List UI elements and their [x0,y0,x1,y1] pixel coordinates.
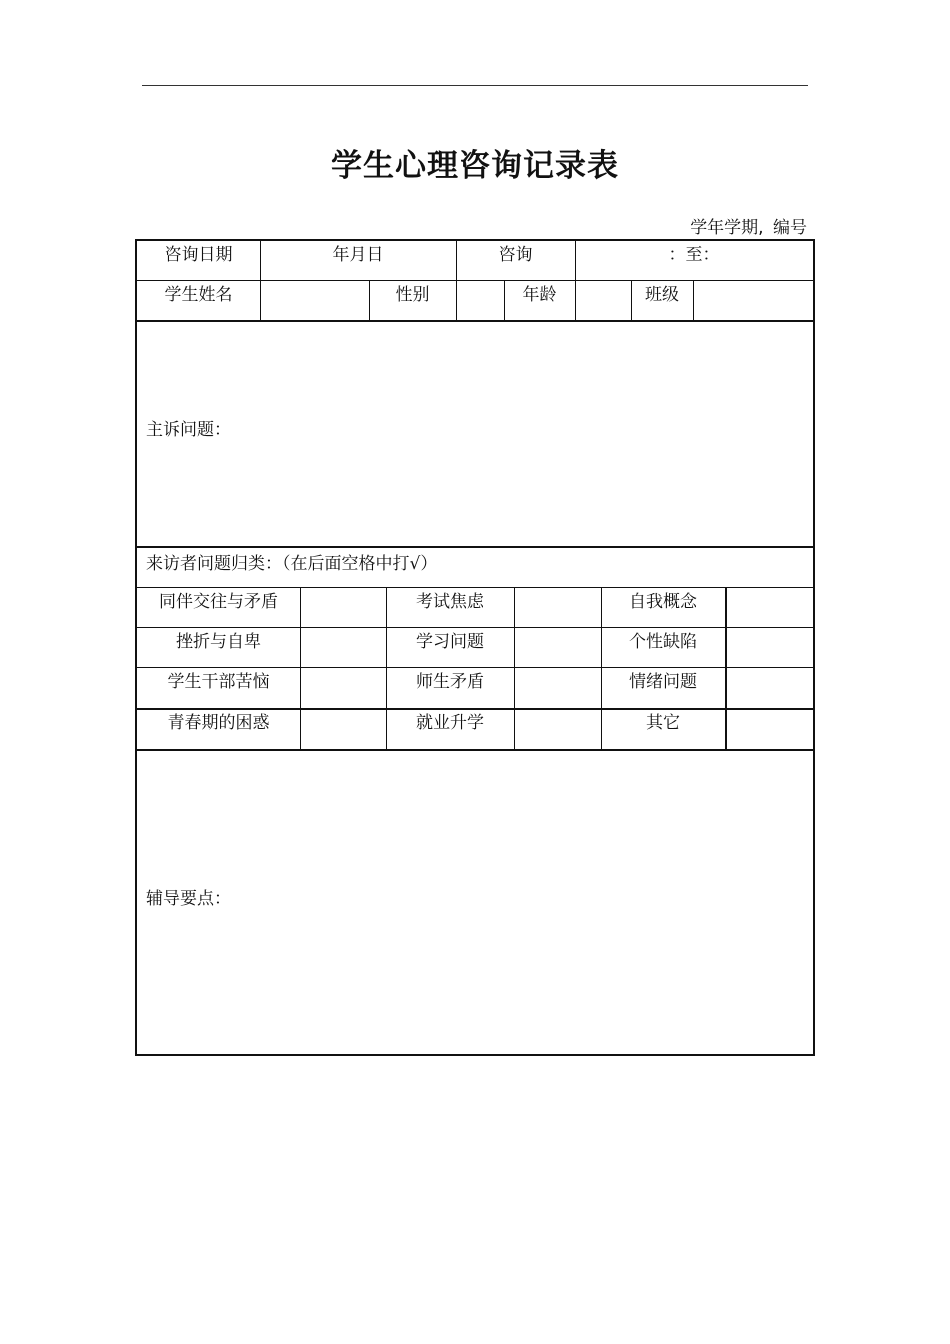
number-label: 编号 [773,218,807,238]
gender-label: 性别 [395,285,430,305]
consult-time-value[interactable]: ：至： [668,245,720,265]
col-divider [514,587,515,749]
category-item: 师生矛盾 [416,672,484,692]
student-name-label: 学生姓名 [164,285,233,305]
category-item: 考试焦虑 [416,592,484,612]
consult-date-label: 咨询日期 [164,245,233,265]
top-rule [142,85,808,86]
category-item: 自我概念 [629,592,697,612]
class-label: 班级 [645,285,679,305]
category-heading: 来访者问题归类：（在后面空格中打√） [146,554,438,574]
col-divider [725,587,727,749]
category-item: 学生干部苦恼 [167,672,270,692]
record-form [135,239,815,1056]
category-item: 学习问题 [416,632,484,652]
student-name-field[interactable] [260,275,369,315]
term-label: 学年学期, [690,218,764,238]
category-item: 青春期的困惑 [167,713,270,733]
row-divider [137,320,813,322]
guidance-label: 辅导要点： [146,889,231,909]
category-item: 个性缺陷 [629,632,697,652]
page-title: 学生心理咨询记录表 [331,148,619,184]
row-divider [137,546,813,548]
category-item: 其它 [646,713,680,733]
age-label: 年龄 [522,285,557,305]
gender-field[interactable] [456,275,504,315]
category-item: 同伴交往与矛盾 [159,592,278,612]
age-field[interactable] [575,275,631,315]
category-item: 挫折与自卑 [176,632,261,652]
category-item: 就业升学 [416,713,484,733]
row-divider [137,749,813,751]
consult-date-value[interactable]: 年月日 [332,245,384,265]
complaint-label: 主诉问题： [146,420,231,440]
class-field[interactable] [693,275,813,315]
consult-label: 咨询 [498,245,533,265]
category-item: 情绪问题 [629,672,697,692]
col-divider [300,587,301,749]
